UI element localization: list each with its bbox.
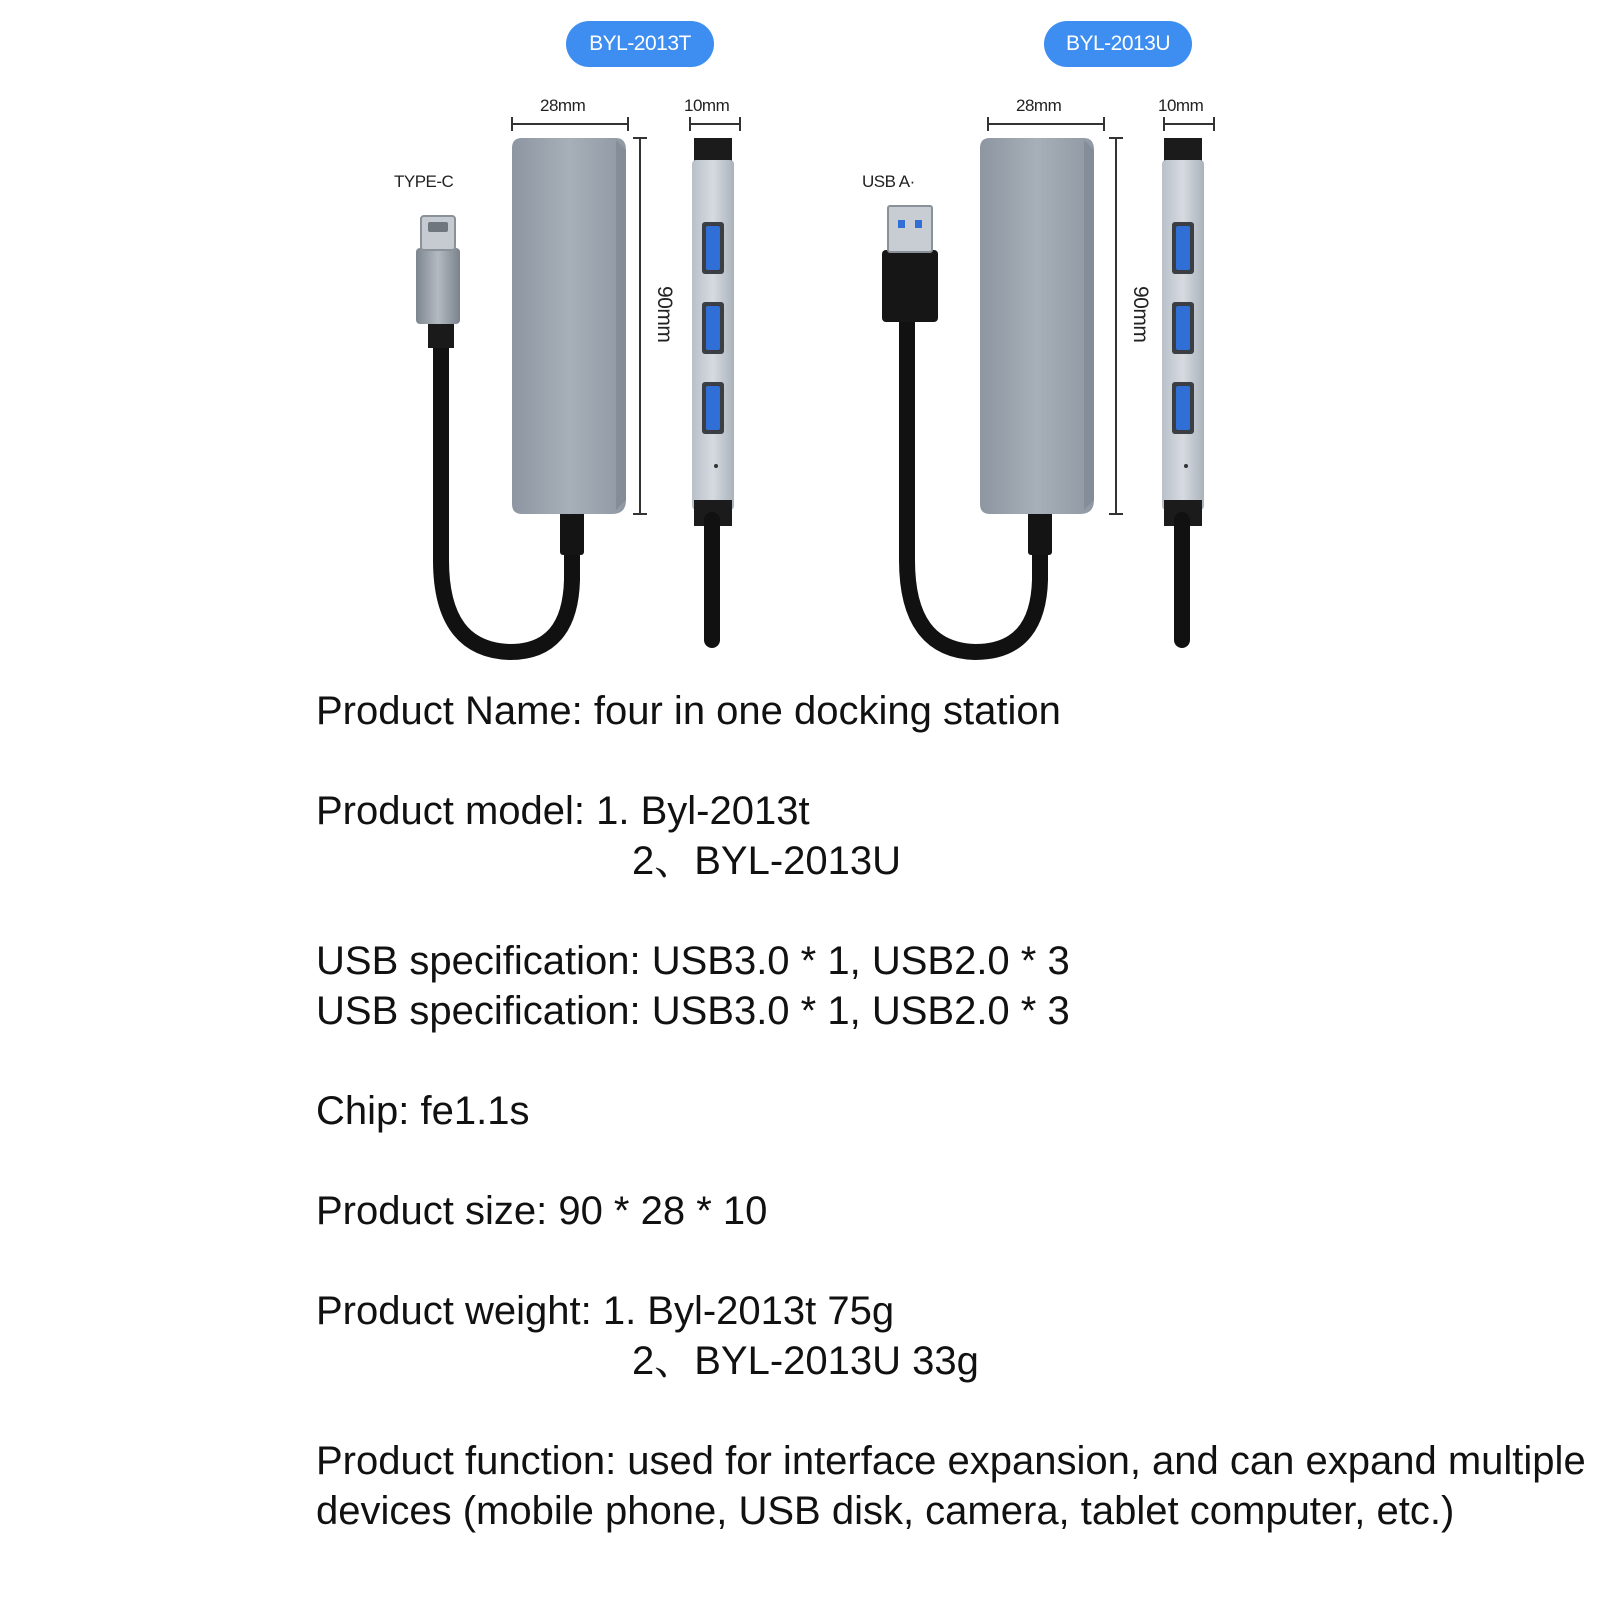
usb-port-icon	[1172, 222, 1194, 274]
hub-body-front	[980, 138, 1094, 514]
length-label-left: 90mm	[653, 286, 676, 343]
connector-label-right: USB A·	[862, 172, 915, 191]
product-name: Product Name: four in one docking station	[316, 689, 1061, 733]
usb-a-plug-icon	[882, 206, 938, 322]
hub-side-view	[692, 138, 734, 640]
connector-label-left: TYPE-C	[394, 172, 454, 191]
usb-port-icon	[702, 302, 724, 354]
usb-port-icon	[702, 382, 724, 434]
right-hub-group	[882, 117, 1214, 652]
usb-port-icon	[1172, 382, 1194, 434]
product-diagram	[0, 0, 1600, 680]
thickness-dimension-line	[690, 117, 740, 131]
product-model-line-2: 2、BYL-2013U	[632, 839, 902, 883]
usb-specification-2: USB specification: USB3.0 * 1, USB2.0 * 3	[316, 989, 1070, 1033]
usb-port-icon	[1172, 302, 1194, 354]
length-label-right: 90mm	[1129, 286, 1152, 343]
hub-side-view	[1162, 138, 1204, 640]
usb-c-plug-icon	[416, 216, 460, 348]
product-model-line-1: Product model: 1. Byl-2013t	[316, 789, 810, 833]
length-dimension-line	[1109, 138, 1123, 514]
model-badge-left: BYL-2013T	[566, 21, 714, 67]
hub-illustration	[0, 0, 1600, 680]
left-hub-group	[416, 117, 740, 652]
product-size: Product size: 90 * 28 * 10	[316, 1189, 768, 1233]
width-label-right: 28mm	[1016, 96, 1062, 115]
width-dimension-line	[512, 117, 628, 131]
width-label-left: 28mm	[540, 96, 586, 115]
length-dimension-line	[633, 138, 647, 514]
hub-body-front	[512, 138, 626, 514]
product-weight-line-1: Product weight: 1. Byl-2013t 75g	[316, 1289, 895, 1333]
usb-specification-1: USB specification: USB3.0 * 1, USB2.0 * 3	[316, 939, 1070, 983]
chip: Chip: fe1.1s	[316, 1089, 530, 1133]
thickness-dimension-line	[1164, 117, 1214, 131]
usb-port-icon	[702, 222, 724, 274]
product-weight-line-2: 2、BYL-2013U 33g	[632, 1339, 979, 1383]
spec-list	[316, 686, 1586, 1536]
product-function: Product function: used for interface expansion, and can expand multiple devices (mobile phone, USB disk, camera, tablet computer, etc.)	[316, 1439, 1586, 1533]
model-badge-right: BYL-2013U	[1044, 21, 1192, 67]
width-dimension-line	[988, 117, 1104, 131]
thickness-label-left: 10mm	[684, 96, 730, 115]
thickness-label-right: 10mm	[1158, 96, 1204, 115]
